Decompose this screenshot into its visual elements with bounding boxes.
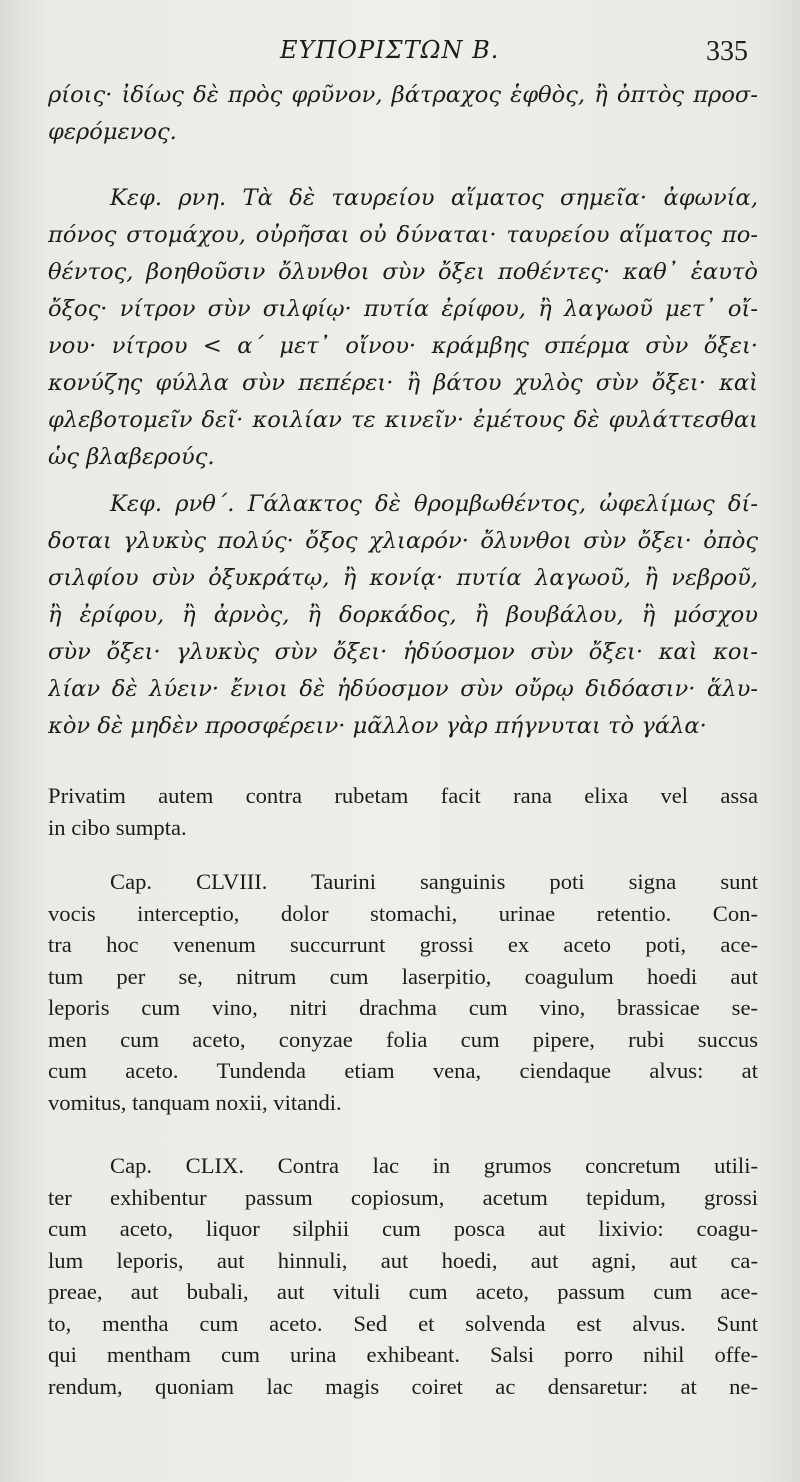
- text-line: λίαν δὲ λύειν· ἔνιοι δὲ ἡδύοσμον σὺν οὔρῳ διδόασιν· ἅλυ-: [48, 676, 758, 702]
- text-line: Κεφ. ρνθ΄. Γάλακτος δὲ θρομβωθέντος, ὠφελίμως δί-: [110, 491, 758, 517]
- text-line: θέντος, βοηθοῦσιν ὄλυνθοι σὺν ὄξει ποθέντες· καθ᾽ ἑαυτὸ: [48, 259, 758, 285]
- text-line: ἢ ἐρίφου, ἢ ἀρνὸς, ἢ δορκάδος, ἢ βουβάλου, ἢ μόσχου: [48, 602, 758, 628]
- text-line: cum aceto. Tundenda etiam vena, ciendaque alvus: at: [48, 1058, 758, 1083]
- text-line: leporis cum vino, nitri drachma cum vino, brassicae se-: [48, 995, 758, 1020]
- text-line: δοται γλυκὺς πολύς· ὄξος χλιαρόν· ὄλυνθοι σὺν ὄξει· ὀπὸς: [48, 528, 758, 554]
- running-title: ΕΥΠΟΡΙΣΤΩΝ Β.: [280, 36, 500, 64]
- text-line: qui mentham cum urina exhibeant. Salsi porro nihil offe-: [48, 1342, 758, 1367]
- text-line: preae, aut bubali, aut vituli cum aceto, passum cum ace-: [48, 1279, 758, 1304]
- text-line: φερόμενος.: [48, 119, 177, 145]
- text-line: ρίοις· ἰδίως δὲ πρὸς φρῦνον, βάτραχος ἑφθὸς, ἢ ὀπτὸς προσ-: [48, 82, 758, 108]
- page-number: 335: [706, 36, 748, 67]
- text-line: in cibo sumpta.: [48, 814, 187, 840]
- text-line: cum aceto, liquor silphii cum posca aut lixivio: coagu-: [48, 1216, 758, 1241]
- text-line: σὺν ὄξει· γλυκὺς σὺν ὄξει· ἡδύοσμον σὺν ὄξει· καὶ κοι-: [48, 639, 758, 665]
- text-line: men cum aceto, conyzae folia cum pipere, rubi succus: [48, 1026, 758, 1052]
- text-line: Privatim autem contra rubetam facit rana elixa vel assa: [48, 783, 758, 808]
- text-line: Cap. CLVIII. Taurini sanguinis poti signa sunt: [110, 869, 758, 894]
- text-line: πόνος στομάχου, οὐρῆσαι οὐ δύναται· ταυρείου αἵματος πο-: [48, 222, 758, 248]
- page-header: [0, 30, 800, 74]
- latin-chapter-159: [48, 1150, 758, 1402]
- text-line: φλεβοτομεῖν δεῖ· κοιλίαν τε κινεῖν· ἐμέτους δὲ φυλάττεσθαι: [48, 407, 758, 433]
- greek-chapter-158: [48, 180, 758, 476]
- greek-paragraph-1: [48, 77, 758, 151]
- text-line: κονύζης φύλλα σὺν πεπέρει· ἢ βάτου χυλὸς σὺν ὄξει· καὶ: [48, 370, 758, 396]
- text-line: Cap. CLIX. Contra lac in grumos concretum utili-: [110, 1153, 758, 1178]
- text-line: tum per se, nitrum cum laserpitio, coagulum hoedi aut: [48, 963, 758, 989]
- text-line: ὡς βλαβερούς.: [48, 444, 215, 470]
- text-line: ter exhibentur passum copiosum, acetum tepidum, grossi: [48, 1184, 758, 1210]
- latin-chapter-158: [48, 866, 758, 1118]
- text-line: rendum, quoniam lac magis coiret ac densaretur: at ne-: [48, 1373, 758, 1399]
- text-line: vomitus, tanquam noxii, vitandi.: [48, 1089, 342, 1115]
- text-line: to, mentha cum aceto. Sed et solvenda est alvus. Sunt: [48, 1310, 758, 1336]
- latin-paragraph-1: [48, 780, 758, 843]
- text-line: tra hoc venenum succurrunt grossi ex aceto poti, ace-: [48, 932, 758, 957]
- text-line: σιλφίου σὺν ὀξυκράτῳ, ἢ κονίᾳ· πυτία λαγωοῦ, ἢ νεβροῦ,: [48, 565, 758, 591]
- text-line: ὄξος· νίτρον σὺν σιλφίῳ· πυτία ἐρίφου, ἢ λαγωοῦ μετ᾽ οἴ-: [48, 296, 758, 322]
- text-line: κὸν δὲ μηδὲν προσφέρειν· μᾶλλον γὰρ πήγνυται τὸ γάλα·: [48, 713, 707, 739]
- greek-chapter-159: [48, 486, 758, 745]
- text-line: vocis interceptio, dolor stomachi, urinae retentio. Con-: [48, 900, 758, 926]
- text-line: Κεφ. ρνη. Τὰ δὲ ταυρείου αἵματος σημεῖα· ἀφωνία,: [110, 185, 758, 211]
- text-line: lum leporis, aut hinnuli, aut hoedi, aut agni, aut ca-: [48, 1247, 758, 1273]
- text-line: νου· νίτρου < α΄ μετ᾽ οἴνου· κράμβης σπέρμα σὺν ὄξει·: [48, 333, 758, 359]
